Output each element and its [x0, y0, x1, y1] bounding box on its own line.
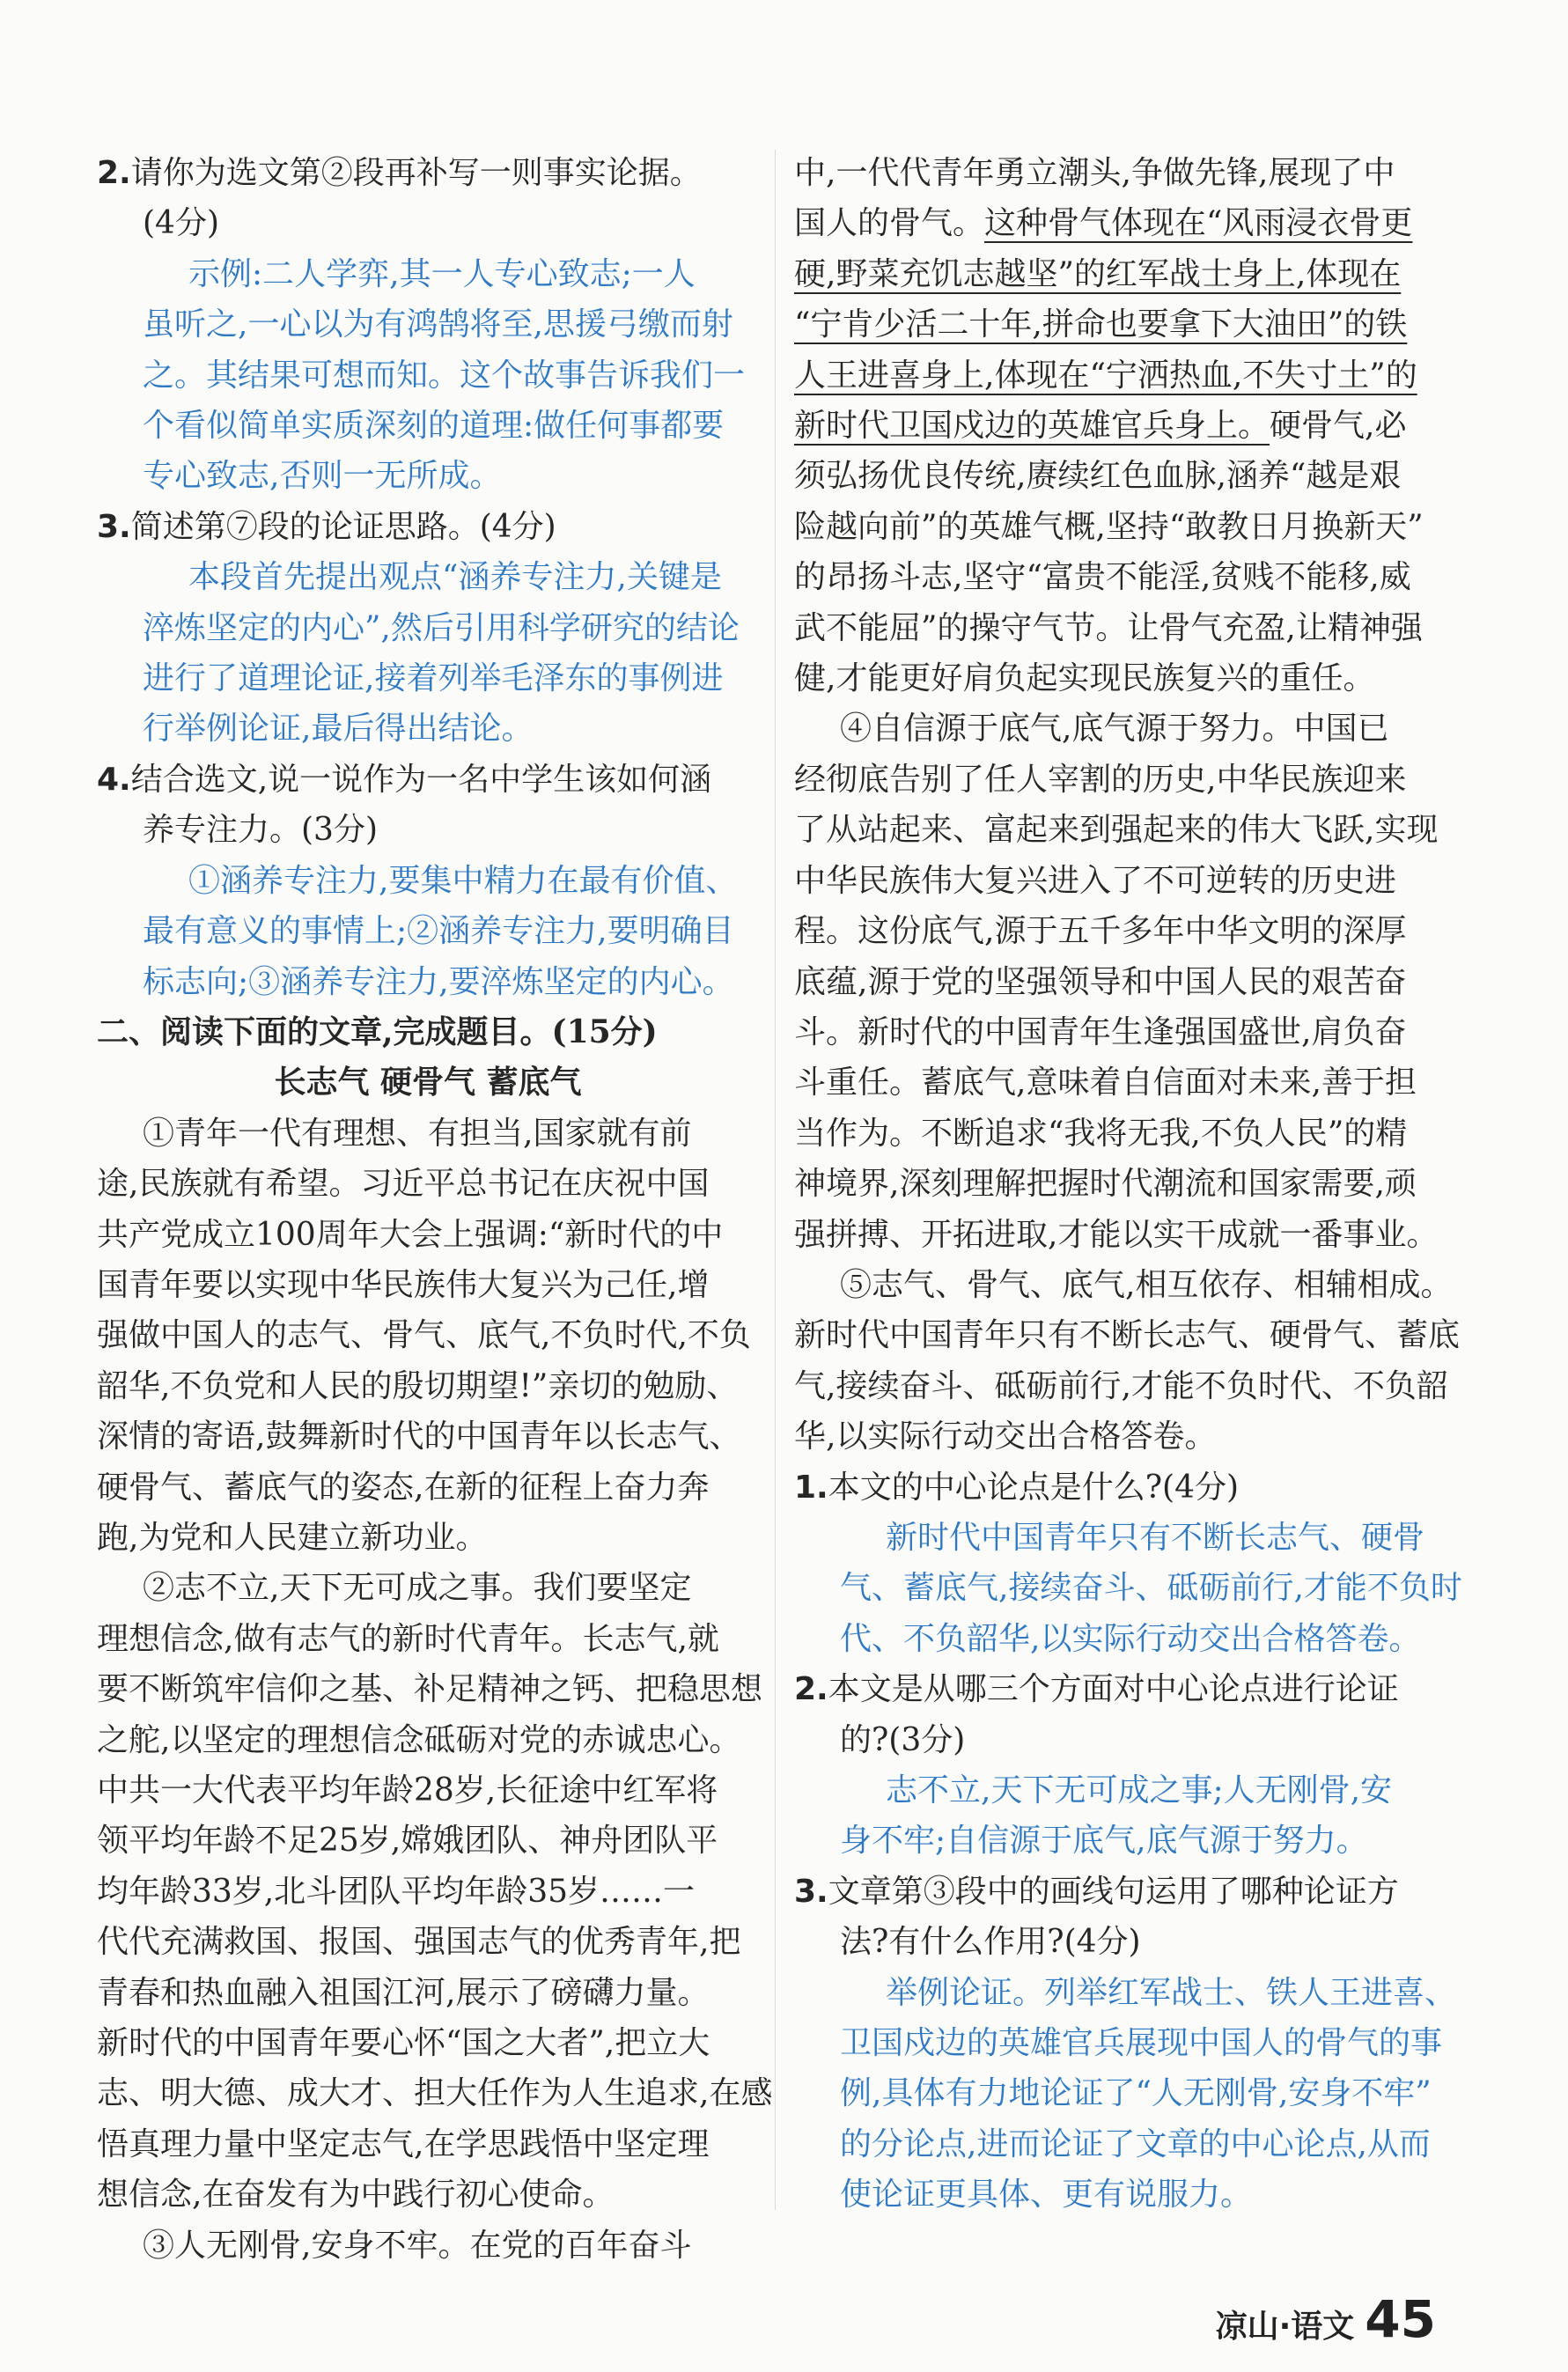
answer-line: 卫国戍边的英雄官兵展现中国人的骨气的事: [840, 2025, 1443, 2062]
paragraph-line: 健,才能更好肩负起实现民族复兴的重任。: [794, 660, 1375, 697]
answer-line: 个看似简单实质深刻的道理:做任何事都要: [143, 408, 725, 445]
paragraph-line: ③人无刚骨,安身不牢。在党的百年奋斗: [143, 2227, 692, 2264]
paragraph-line: 底蕴,源于党的坚强领导和中国人民的艰苦奋: [794, 963, 1407, 1000]
question-3-line-1: 3.简述第⑦段的论证思路。(4分): [97, 508, 556, 545]
answer-line: ①涵养专注力,要集中精力在最有价值、: [188, 862, 738, 899]
paragraph-line: 新时代卫国戍边的英雄官兵身上。硬骨气,必: [794, 408, 1407, 445]
paragraph-line: 新时代中国青年只有不断长志气、硬骨气、蓄底: [794, 1317, 1461, 1354]
article-title: 长志气 硬骨气 蓄底气: [274, 1064, 582, 1101]
paragraph-line: ①青年一代有理想、有担当,国家就有前: [143, 1115, 692, 1152]
paragraph-line: 神境界,深刻理解把握时代潮流和国家需要,顽: [794, 1166, 1417, 1203]
answer-line: 使论证更具体、更有说服力。: [840, 2177, 1253, 2214]
paragraph-line: 程。这份底气,源于五千多年中华文明的深厚: [794, 913, 1407, 950]
paragraph-line: 斗。新时代的中国青年生逢强国盛世,肩负奋: [794, 1013, 1407, 1050]
paragraph-line: ⑤志气、骨气、底气,相互依存、相辅相成。: [840, 1266, 1453, 1303]
question-3-line-2: 法?有什么作用?(4分): [840, 1924, 1141, 1961]
paragraph-line: [794, 299, 1428, 350]
paragraph-line: ②志不立,天下无可成之事。我们要坚定: [143, 1570, 692, 1607]
answer-line: 之。其结果可想而知。这个故事告诉我们一: [143, 357, 746, 394]
paragraph-line: ④自信源于底气,底气源于努力。中国已: [840, 711, 1389, 748]
paragraph-line: [794, 350, 1428, 401]
answer-line: 气、蓄底气,接续奋斗、砥砺前行,才能不负时: [840, 1570, 1462, 1607]
paragraph-line: 硬骨气、蓄底气的姿态,在新的征程上奋力奔: [97, 1469, 710, 1506]
answer-line: 的分论点,进而论证了文章的中心论点,从而: [840, 2125, 1431, 2162]
answer-line: 举例论证。列举红军战士、铁人王进喜、: [886, 1974, 1457, 2011]
section-heading: 二、阅读下面的文章,完成题目。(15分): [97, 1013, 658, 1050]
underlined-sentence: 人王进喜身上,体现在“宁洒热血,不失寸土”的: [794, 357, 1417, 394]
paragraph-line: 之舵,以坚定的理想信念砥砺对党的赤诚忠心。: [97, 1721, 741, 1758]
paragraph-line: 经彻底告别了任人宰割的历史,中华民族迎来: [794, 761, 1407, 798]
paragraph-line: 悟真理力量中坚定志气,在学思践悟中坚定理: [97, 2125, 710, 2162]
paragraph-line: 中华民族伟大复兴进入了不可逆转的历史进: [794, 862, 1397, 899]
left-column: [97, 148, 773, 2271]
paragraph-line: 武不能屈”的操守气节。让骨气充盈,让精神强: [794, 609, 1423, 646]
paragraph-line: 深情的寄语,鼓舞新时代的中国青年以长志气、: [97, 1418, 741, 1455]
answer-line: 标志向;③涵养专注力,要淬炼坚定的内心。: [143, 963, 734, 1000]
answer-line: 身不牢;自信源于底气,底气源于努力。: [840, 1823, 1368, 1860]
paragraph-line: 中共一大代表平均年龄28岁,长征途中红军将: [97, 1772, 718, 1808]
paragraph-line: 强做中国人的志气、骨气、底气,不负时代,不负: [97, 1317, 751, 1354]
paragraph-line: 韶华,不负党和人民的殷切期望!”亲切的勉励、: [97, 1367, 739, 1404]
answer-line: 专心致志,否则一无所成。: [143, 458, 502, 495]
paragraph-line: [794, 249, 1428, 299]
paragraph-line: 斗重任。蓄底气,意味着自信面对未来,善于担: [794, 1064, 1417, 1101]
underlined-sentence: “宁肯少活二十年,拼命也要拿下大油田”的铁: [794, 306, 1408, 343]
question-4-line-2: 养专注力。(3分): [143, 812, 378, 849]
question-2-line-1: 2.请你为选文第②段再补写一则事实论据。: [97, 155, 702, 191]
paragraph-line: 跑,为党和人民建立新功业。: [97, 1519, 488, 1556]
paragraph-line: 青春和热血融入祖国江河,展示了磅礴力量。: [97, 1974, 710, 2011]
paragraph-line: 中,一代代青年勇立潮头,争做先锋,展现了中: [794, 155, 1395, 191]
answer-line: 新时代中国青年只有不断长志气、硬骨: [886, 1519, 1425, 1556]
question-3-line-1: 3.文章第③段中的画线句运用了哪种论证方: [794, 1873, 1399, 1910]
answer-line: 例,具体有力地论证了“人无刚骨,安身不牢”: [840, 2075, 1432, 2112]
paragraph-line: 均年龄33岁,北斗团队平均年龄35岁……一: [97, 1873, 696, 1910]
paragraph-line: 须弘扬优良传统,赓续红色血脉,涵养“越是艰: [794, 458, 1402, 495]
paragraph-line: 国青年要以实现中华民族伟大复兴为己任,增: [97, 1266, 710, 1303]
paragraph-line: 理想信念,做有志气的新时代青年。长志气,就: [97, 1620, 719, 1657]
underlined-sentence: 硬,野菜充饥志越坚”的红军战士身上,体现在: [794, 255, 1402, 292]
paragraph-line: 险越向前”的英雄气概,坚持“敢教日月换新天”: [794, 508, 1424, 545]
question-1-line-1: 1.本文的中心论点是什么?(4分): [794, 1469, 1240, 1506]
paragraph-line: 华,以实际行动交出合格答卷。: [794, 1418, 1217, 1455]
paragraph-line: 代代充满救国、报国、强国志气的优秀青年,把: [97, 1924, 741, 1961]
question-4-line-1: 4.结合选文,说一说作为一名中学生该如何涵: [97, 761, 712, 798]
paragraph-line: 志、明大德、成大才、担大任作为人生追求,在感: [97, 2075, 773, 2112]
paragraph-line: 途,民族就有希望。习近平总书记在庆祝中国: [97, 1166, 710, 1203]
answer-line: 示例:二人学弈,其一人专心致志;一人: [188, 255, 696, 292]
question-2-line-1: 2.本文是从哪三个方面对中心论点进行论证: [794, 1671, 1399, 1708]
paragraph-line: 的昂扬斗志,坚守“富贵不能淫,贫贱不能移,威: [794, 559, 1411, 596]
footer-subject: 凉山·语文: [1215, 2309, 1355, 2345]
paragraph-line: 气,接续奋斗、砥砺前行,才能不负时代、不负韶: [794, 1367, 1448, 1404]
paragraph-line: 想信念,在奋发有为中践行初心使命。: [97, 2177, 615, 2214]
question-2-line-2: 的?(3分): [840, 1721, 966, 1758]
paragraph-line: 强拼搏、开拓进取,才能以实干成就一番事业。: [794, 1216, 1439, 1253]
answer-line: 行举例论证,最后得出结论。: [143, 711, 534, 748]
page-footer: [1216, 2289, 1436, 2349]
paragraph-line: 了从站起来、富起来到强起来的伟大飞跃,实现: [794, 812, 1439, 849]
answer-line: 志不立,天下无可成之事;人无刚骨,安: [886, 1772, 1393, 1808]
question-2-line-2: (4分): [143, 205, 219, 242]
paragraph-line: 当作为。不断追求“我将无我,不负人民”的精: [794, 1115, 1408, 1152]
page-number: 45: [1365, 2289, 1436, 2349]
paragraph-line: 要不断筑牢信仰之基、补足精神之钙、把稳思想: [97, 1671, 763, 1708]
paragraph-line: 国人的骨气。这种骨气体现在“风雨浸衣骨更: [794, 205, 1413, 242]
paragraph-line: 新时代的中国青年要心怀“国之大者”,把立大: [97, 2025, 710, 2062]
column-divider: [775, 150, 776, 2210]
answer-line: 本段首先提出观点“涵养专注力,关键是: [188, 559, 722, 596]
answer-line: 进行了道理论证,接着列举毛泽东的事例进: [143, 660, 724, 697]
answer-line: 代、不负韶华,以实际行动交出合格答卷。: [840, 1620, 1421, 1657]
answer-line: 虽听之,一心以为有鸿鹄将至,思援弓缴而射: [143, 306, 733, 343]
answer-line: 淬炼坚定的内心”,然后引用科学研究的结论: [143, 609, 740, 646]
answer-line: 最有意义的事情上;②涵养专注力,要明确目: [143, 913, 734, 950]
underlined-sentence: 新时代卫国戍边的英雄官兵身上。: [794, 408, 1270, 445]
right-column: [794, 148, 1462, 2221]
underlined-sentence: 这种骨气体现在“风雨浸衣骨更: [984, 205, 1413, 242]
paragraph-line: 共产党成立100周年大会上强调:“新时代的中: [97, 1216, 724, 1253]
paragraph-line: 领平均年龄不足25岁,嫦娥团队、神舟团队平: [97, 1823, 718, 1860]
